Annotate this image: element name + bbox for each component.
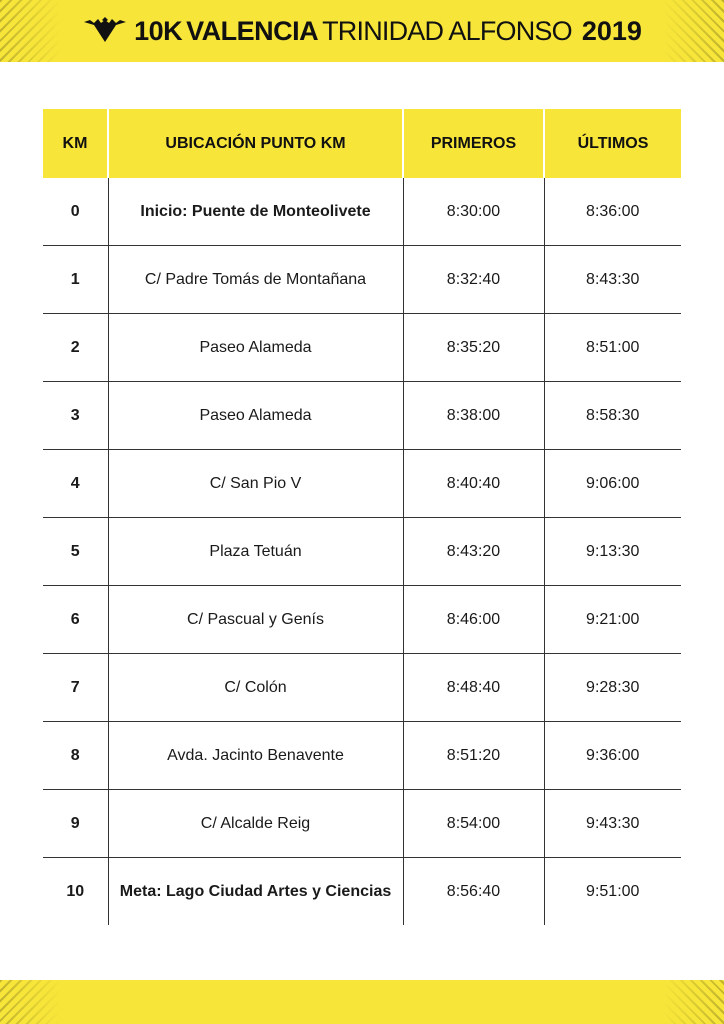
- brand-valencia: VALENCIA: [186, 15, 319, 46]
- location-cell: Paseo Alameda: [108, 382, 403, 450]
- table-header-row: [43, 109, 681, 178]
- table-row: [43, 518, 681, 586]
- first-runners-time-cell: 8:35:20: [403, 314, 544, 382]
- km-cell: 6: [43, 586, 108, 654]
- km-cell: 0: [70, 202, 80, 220]
- column-header-first: PRIMEROS: [403, 109, 544, 178]
- first-runners-time-cell: 8:54:00: [403, 790, 544, 858]
- table-row: [43, 382, 681, 450]
- table-row: [43, 450, 681, 518]
- km-cell: 1: [43, 246, 108, 314]
- location-cell: Paseo Alameda: [108, 314, 403, 382]
- last-runners-time-cell: 8:43:30: [544, 246, 681, 314]
- header-banner: [0, 0, 724, 62]
- location-cell: Avda. Jacinto Benavente: [108, 722, 403, 790]
- location-cell: Plaza Tetuán: [108, 518, 403, 586]
- table-row: [43, 586, 681, 654]
- first-runners-time-cell: 8:48:40: [403, 654, 544, 722]
- location-cell: C/ Colón: [108, 654, 403, 722]
- first-runners-time-cell: 8:40:40: [403, 450, 544, 518]
- table-body: [43, 178, 681, 925]
- table-row: [43, 178, 681, 246]
- first-runners-time-cell: 8:43:20: [403, 518, 544, 586]
- brand-sponsor: TRINIDAD ALFONSO: [322, 15, 572, 46]
- location-cell: C/ Pascual y Genís: [108, 586, 403, 654]
- table-row: [43, 314, 681, 382]
- first-runners-time-cell: 8:46:00: [403, 586, 544, 654]
- first-runners-time-cell: 8:32:40: [403, 246, 544, 314]
- km-cell: 7: [43, 654, 108, 722]
- column-header-last: ÚLTIMOS: [544, 109, 681, 178]
- last-runners-time-cell: 9:51:00: [544, 858, 681, 926]
- table-row: [43, 722, 681, 790]
- last-runners-time-cell: 8:51:00: [544, 314, 681, 382]
- last-runners-time-cell: 9:36:00: [544, 722, 681, 790]
- brand-year: 2019: [581, 15, 642, 46]
- location-cell: C/ San Pio V: [108, 450, 403, 518]
- last-runners-time-cell: 8:58:30: [544, 382, 681, 450]
- km-times-table: [43, 109, 681, 925]
- location-cell: C/ Padre Tomás de Montañana: [108, 246, 403, 314]
- last-runners-time-cell: 9:28:30: [544, 654, 681, 722]
- last-runners-time-cell: 8:36:00: [544, 178, 681, 246]
- km-cell: 4: [43, 450, 108, 518]
- column-header-km: KM: [43, 109, 108, 178]
- first-runners-time-cell: 8:30:00: [403, 178, 544, 246]
- first-runners-time-cell: 8:51:20: [403, 722, 544, 790]
- km-cell: 2: [43, 314, 108, 382]
- last-runners-time-cell: 9:06:00: [544, 450, 681, 518]
- last-runners-time-cell: 9:43:30: [544, 790, 681, 858]
- km-cell: 5: [43, 518, 108, 586]
- decorative-stripes: [0, 980, 60, 1024]
- last-runners-time-cell: 9:21:00: [544, 586, 681, 654]
- location-cell: C/ Alcalde Reig: [108, 790, 403, 858]
- table-row: [43, 246, 681, 314]
- column-header-location: UBICACIÓN PUNTO KM: [108, 109, 403, 178]
- location-cell: Meta: Lago Ciudad Artes y Ciencias: [108, 858, 403, 926]
- table-row: [43, 858, 681, 926]
- bat-wing-icon: [82, 16, 128, 46]
- table-row: [43, 654, 681, 722]
- km-cell: 8: [43, 722, 108, 790]
- decorative-stripes: [664, 980, 724, 1024]
- km-cell: 3: [43, 382, 108, 450]
- km-cell: 9: [43, 790, 108, 858]
- location-cell: Inicio: Puente de Monteolivete: [108, 178, 403, 246]
- first-runners-time-cell: 8:56:40: [403, 858, 544, 926]
- table-row: [43, 790, 681, 858]
- footer-banner: [0, 980, 724, 1024]
- km-cell: 10: [43, 858, 108, 926]
- last-runners-time-cell: 9:13:30: [544, 518, 681, 586]
- event-title: [0, 0, 724, 62]
- brand-10k: 10K: [134, 15, 183, 46]
- first-runners-time-cell: 8:38:00: [403, 382, 544, 450]
